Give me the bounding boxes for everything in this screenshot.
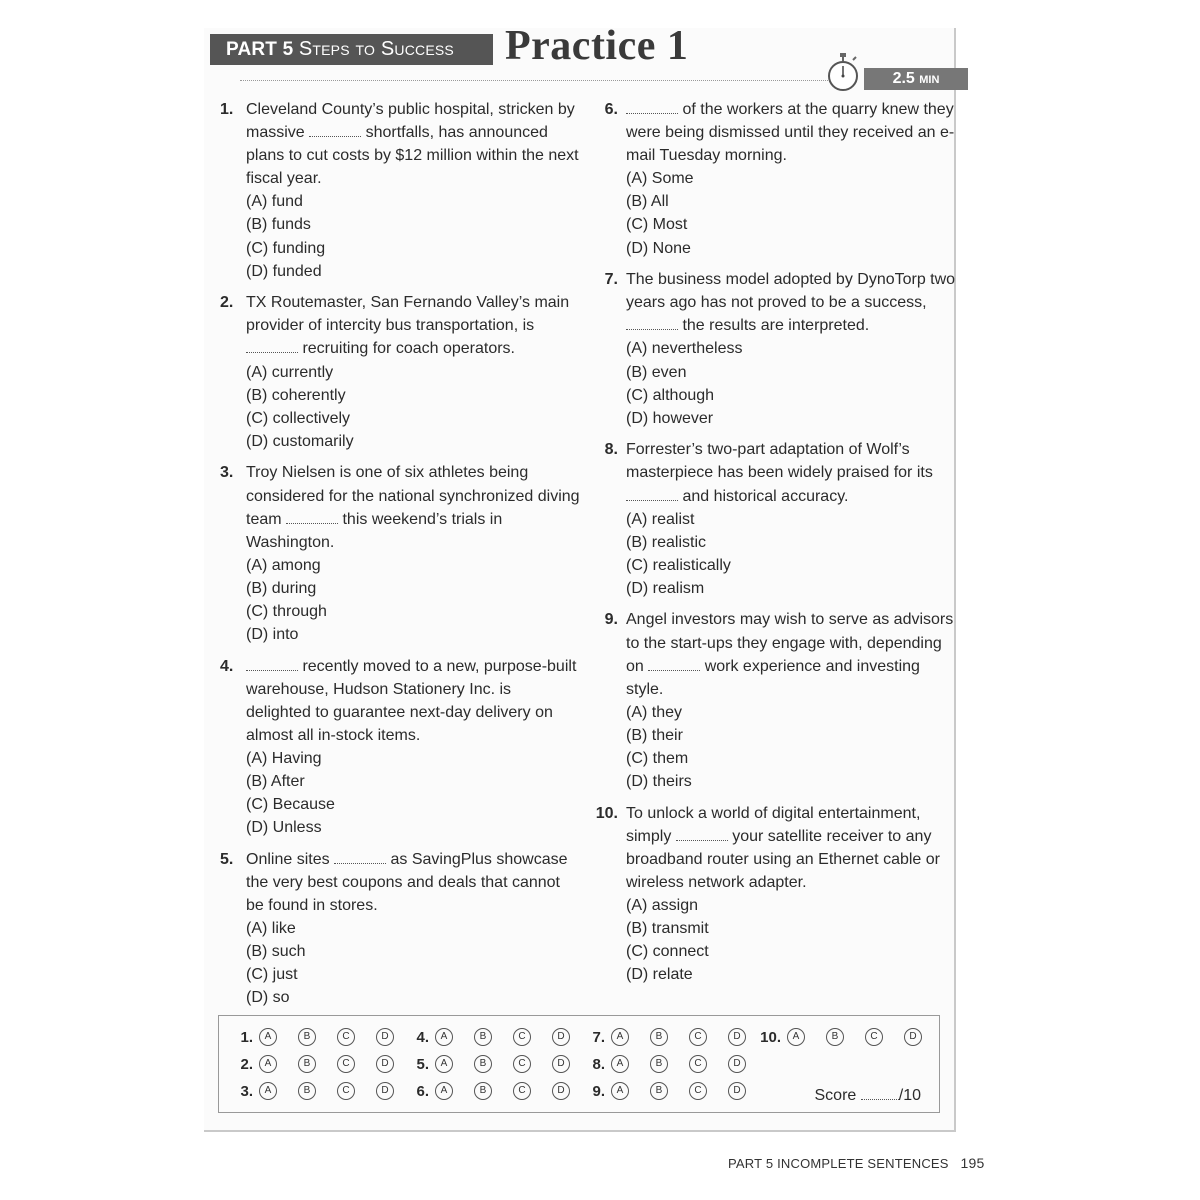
stem-text-before-blank: TX Routemaster, San Fernando Valley’s main provider of intercity bus transportation, is (246, 294, 570, 335)
answer-bubble[interactable]: B (826, 1028, 844, 1046)
answer-option[interactable]: (C) realistically (626, 556, 731, 574)
question-8 (596, 438, 956, 600)
answer-option[interactable]: (B) funds (246, 216, 311, 234)
answer-option[interactable]: (D) None (626, 239, 691, 257)
answer-bubble[interactable]: B (650, 1055, 668, 1073)
answer-bubble[interactable]: C (689, 1082, 707, 1100)
answer-bubble[interactable]: A (259, 1055, 277, 1073)
answer-option[interactable]: (D) Unless (246, 819, 322, 837)
answer-bubble[interactable]: A (435, 1082, 453, 1100)
stem-text-after-blank: recruiting for coach operators. (302, 340, 515, 358)
answer-blank (309, 124, 361, 137)
answer-option[interactable]: (D) customarily (246, 432, 354, 450)
answer-option[interactable]: (A) Some (626, 170, 694, 188)
stem-text-after-blank: as SavingPlus showcase the very best coupons and deals that cannot be found in stores. (246, 850, 568, 915)
answer-row-number: 7. (592, 1028, 605, 1046)
answer-bubble[interactable]: A (787, 1028, 805, 1046)
answer-bubble[interactable]: C (689, 1028, 707, 1046)
answer-row-4 (401, 1028, 591, 1046)
answer-bubble[interactable]: D (728, 1082, 746, 1100)
answer-option[interactable]: (A) realist (626, 510, 695, 528)
answer-row-number: 5. (416, 1055, 429, 1073)
answer-option[interactable]: (B) realistic (626, 533, 707, 551)
answer-row-number: 9. (592, 1082, 605, 1100)
question-4 (220, 655, 580, 840)
section-label: Steps to Success (298, 38, 454, 60)
question-stem (246, 848, 580, 917)
answer-blank (626, 317, 678, 330)
answer-option[interactable]: (B) transmit (626, 920, 709, 938)
answer-bubble[interactable]: D (728, 1028, 746, 1046)
questions-left-column (220, 98, 580, 1018)
answer-option[interactable]: (D) realism (626, 579, 705, 597)
question-number: 1. (220, 101, 234, 118)
answer-bubble[interactable]: B (650, 1028, 668, 1046)
stem-text-after-blank: of the workers at the quarry knew they were being dismissed until they received an e-mail Tuesday morning. (626, 101, 955, 165)
answer-row-number: 6. (416, 1082, 429, 1100)
answer-row-10 (753, 1028, 943, 1046)
stem-text-after-blank: your satellite receiver to any broadband router using an Ethernet cable or wireless network adapter. (626, 827, 940, 891)
answer-row-number: 2. (240, 1055, 253, 1073)
answer-blank (286, 511, 338, 524)
answer-option[interactable]: (A) like (246, 920, 296, 938)
question-number: 10. (595, 804, 618, 822)
answer-bubble[interactable]: A (435, 1028, 453, 1046)
answer-blank (246, 658, 298, 671)
answer-option[interactable]: (D) however (626, 409, 714, 427)
answer-bubble[interactable]: B (298, 1055, 316, 1073)
answer-blank (626, 488, 678, 501)
answer-bubble[interactable]: C (337, 1055, 355, 1073)
stem-text-before-blank: Troy Nielsen is one of six athletes being considered for the national synchronized diving team (246, 464, 580, 528)
footer-section: PART 5 INCOMPLETE SENTENCES (728, 1156, 949, 1171)
answer-bubble[interactable]: B (474, 1028, 492, 1046)
question-stem (246, 98, 580, 190)
answer-option[interactable]: (A) fund (246, 193, 303, 211)
answer-option[interactable]: (B) such (246, 943, 306, 961)
answer-option[interactable]: (A) assign (626, 897, 699, 915)
answer-option[interactable]: (B) After (246, 773, 305, 791)
page-number: 195 (960, 1155, 985, 1171)
question-stem (246, 461, 580, 553)
stem-text-after-blank: the results are interpreted. (682, 317, 870, 335)
answer-bubble[interactable]: C (337, 1082, 355, 1100)
score-total: /10 (898, 1087, 921, 1104)
question-stem (626, 268, 956, 337)
answer-option[interactable]: (D) so (246, 989, 290, 1007)
answer-bubble[interactable]: D (376, 1082, 394, 1100)
answer-bubble[interactable]: B (298, 1082, 316, 1100)
answer-row-number: 10. (760, 1028, 781, 1046)
score-label: Score (814, 1087, 857, 1104)
stem-text-before-blank: The business model adopted by DynoTorp two years ago has not proved to be a success, (626, 271, 956, 312)
answer-option[interactable]: (C) although (626, 386, 715, 404)
stem-text-after-blank: and historical accuracy. (682, 487, 849, 505)
answer-blank (246, 340, 298, 353)
question-stem (626, 608, 956, 700)
answer-row-number: 4. (416, 1028, 429, 1046)
answer-option[interactable]: (C) connect (626, 943, 709, 961)
question-7 (596, 268, 956, 430)
stem-text-before-blank: To unlock a world of digital entertainment, simply (626, 804, 921, 845)
answer-bubble[interactable]: C (689, 1055, 707, 1073)
question-1 (220, 98, 580, 283)
answer-option[interactable]: (C) just (246, 966, 298, 984)
answer-row-number: 1. (240, 1028, 253, 1046)
time-unit: MIN (919, 74, 940, 86)
answer-bubble[interactable]: C (513, 1082, 531, 1100)
question-stem (246, 291, 580, 360)
answer-blank (626, 101, 678, 114)
question-2 (220, 291, 580, 453)
part-banner (210, 34, 493, 65)
answer-bubble[interactable]: B (474, 1082, 492, 1100)
answer-bubble[interactable]: B (298, 1028, 316, 1046)
answer-option[interactable]: (B) during (246, 579, 317, 597)
answer-option[interactable]: (A) Having (246, 750, 322, 768)
answer-bubble[interactable]: C (865, 1028, 883, 1046)
answer-bubble[interactable]: C (513, 1028, 531, 1046)
answer-bubble[interactable]: D (904, 1028, 922, 1046)
answer-row-number: 3. (240, 1082, 253, 1100)
answer-row-8 (577, 1055, 767, 1073)
stem-text-before-blank: Forrester’s two-part adaptation of Wolf’s masterpiece has been widely praised for its (626, 441, 933, 482)
answer-option[interactable]: (D) funded (246, 262, 322, 280)
question-stem (626, 438, 956, 507)
answer-option[interactable]: (C) Most (626, 216, 688, 234)
answer-row-7 (577, 1028, 767, 1046)
answer-option[interactable]: (B) coherently (246, 386, 346, 404)
header-divider (240, 80, 830, 81)
page-title: Practice 1 (505, 23, 689, 69)
answer-bubble[interactable]: A (259, 1028, 277, 1046)
time-value: 2.5 (892, 70, 915, 87)
answer-option[interactable]: (A) currently (246, 363, 334, 381)
question-9 (596, 608, 956, 793)
answer-row-5 (401, 1055, 591, 1073)
stem-text-after-blank: this weekend’s trials in Washington. (246, 510, 503, 551)
answer-option[interactable]: (B) their (626, 726, 683, 744)
question-number: 6. (604, 101, 618, 118)
answer-bubble[interactable]: A (611, 1055, 629, 1073)
answer-option[interactable]: (B) even (626, 363, 687, 381)
question-number: 8. (604, 441, 618, 459)
question-6 (596, 98, 956, 260)
question-3 (220, 461, 580, 646)
answer-row-2 (225, 1055, 415, 1073)
answer-bubble[interactable]: D (552, 1028, 570, 1046)
stem-text-before-blank: Online sites (246, 850, 335, 868)
answer-blank (334, 851, 386, 864)
score-blank[interactable] (861, 1087, 899, 1100)
question-number: 9. (604, 611, 618, 629)
stem-text-after-blank: recently moved to a new, purpose-built warehouse, Hudson Stationery Inc. is delighted to guarantee next-day delivery on almost all in-stock items. (246, 657, 577, 744)
question-number: 3. (220, 464, 234, 482)
answer-row-number: 8. (592, 1055, 605, 1073)
answer-option[interactable]: (C) them (626, 750, 689, 768)
answer-blank (676, 828, 728, 841)
answer-option[interactable]: (C) collectively (246, 409, 351, 427)
answer-bubble[interactable]: A (435, 1055, 453, 1073)
score-field (815, 1087, 922, 1105)
answer-option[interactable]: (D) theirs (626, 773, 692, 791)
answer-bubble[interactable]: D (552, 1082, 570, 1100)
question-number: 2. (220, 294, 234, 312)
stem-text-after-blank: shortfalls, has announced plans to cut costs by $12 million within the next fiscal year. (246, 124, 579, 188)
time-limit-badge (864, 68, 968, 90)
answer-sheet (218, 1015, 940, 1113)
answer-option[interactable]: (C) funding (246, 239, 326, 257)
answer-option[interactable]: (C) through (246, 602, 327, 620)
answer-bubble[interactable]: C (513, 1055, 531, 1073)
question-5 (220, 848, 580, 1010)
stem-text-before-blank: Angel investors may wish to serve as advisors to the start-ups they engage with, depending on (626, 611, 954, 675)
question-number: 4. (220, 657, 234, 675)
answer-option[interactable]: (A) nevertheless (626, 340, 743, 358)
stem-text-after-blank: work experience and investing style. (626, 657, 920, 698)
answer-bubble[interactable]: B (650, 1082, 668, 1100)
answer-bubble[interactable]: D (376, 1028, 394, 1046)
part-label: PART 5 (226, 39, 294, 60)
stem-text-before-blank: Cleveland County’s public hospital, stricken by massive (246, 101, 575, 142)
answer-option[interactable]: (D) into (246, 626, 299, 644)
answer-bubble[interactable]: C (337, 1028, 355, 1046)
answer-bubble[interactable]: D (376, 1055, 394, 1073)
answer-row-3 (225, 1082, 415, 1100)
question-stem (246, 655, 580, 747)
answer-option[interactable]: (B) All (626, 193, 669, 211)
stopwatch-icon (825, 52, 861, 92)
answer-bubble[interactable]: A (259, 1082, 277, 1100)
answer-option[interactable]: (D) relate (626, 966, 693, 984)
question-number: 7. (604, 271, 618, 289)
answer-bubble[interactable]: B (474, 1055, 492, 1073)
answer-blank (648, 658, 700, 671)
answer-bubble[interactable]: D (728, 1055, 746, 1073)
question-stem (626, 802, 956, 894)
answer-bubble[interactable]: A (611, 1082, 629, 1100)
answer-bubble[interactable]: A (611, 1028, 629, 1046)
question-10 (596, 802, 956, 987)
page-footer (728, 1155, 984, 1171)
answer-row-6 (401, 1082, 591, 1100)
answer-option[interactable]: (C) Because (246, 796, 335, 814)
answer-bubble[interactable]: D (552, 1055, 570, 1073)
answer-row-1 (225, 1028, 415, 1046)
question-number: 5. (220, 850, 234, 868)
answer-option[interactable]: (A) among (246, 556, 321, 574)
answer-row-9 (577, 1082, 767, 1100)
question-stem (626, 98, 956, 167)
questions-right-column (596, 98, 956, 995)
answer-option[interactable]: (A) they (626, 703, 683, 721)
